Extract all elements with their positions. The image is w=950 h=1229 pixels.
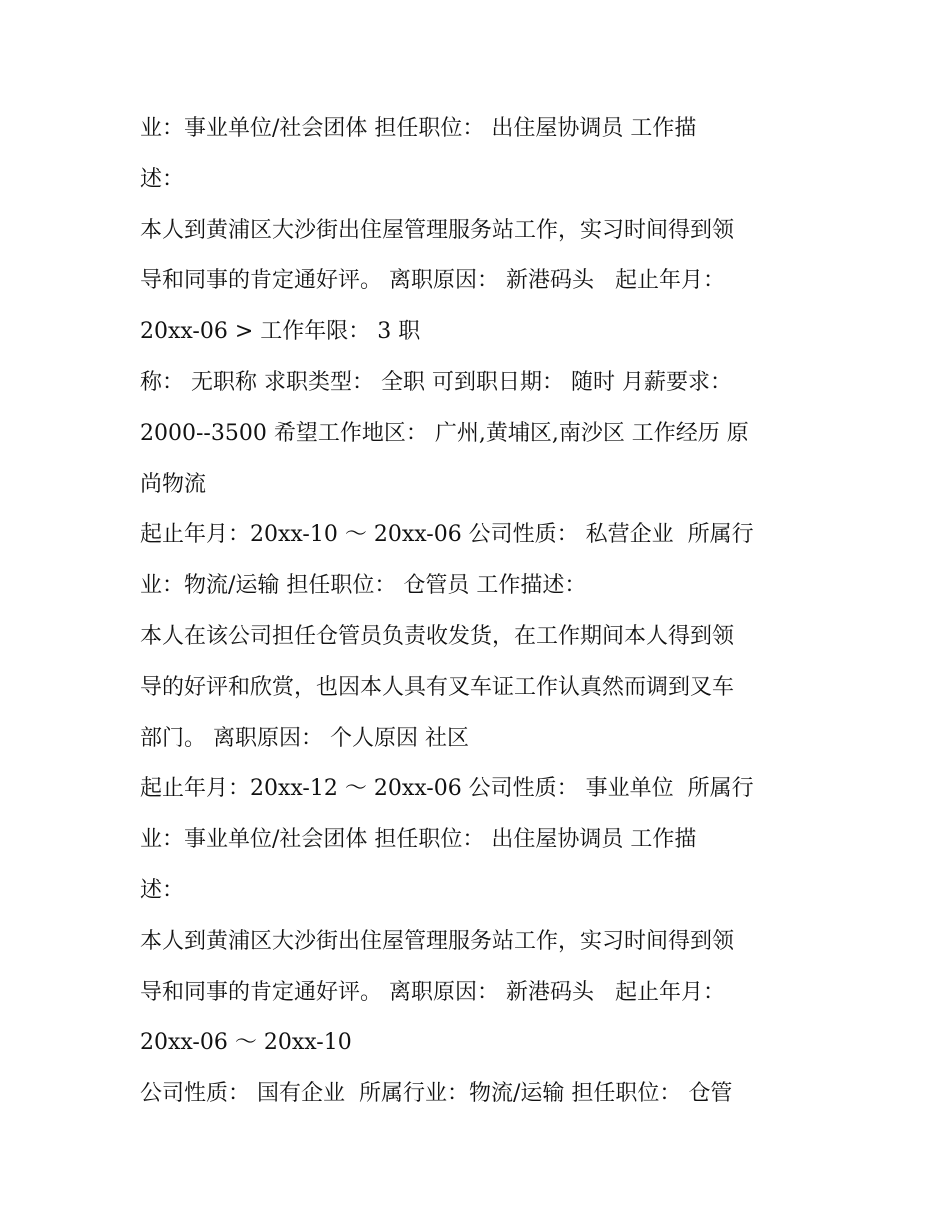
- text-line: 述：: [140, 166, 185, 192]
- text-line: 导和同事的肯定通好评。 离职原因： 新港码头 起止年月：: [140, 979, 725, 1005]
- text-line: 20xx-06 ～ 20xx-10: [140, 1030, 352, 1056]
- text-line: 20xx-06 > 工作年限： 3 职: [140, 319, 421, 345]
- text-line: 部门。 离职原因： 个人原因 社区: [140, 725, 469, 751]
- text-line: 本人在该公司担任仓管员负责收发货，在工作期间本人得到领: [140, 623, 735, 649]
- text-line: 2000--3500 希望工作地区： 广州,黄埔区,南沙区 工作经历 原: [140, 420, 749, 446]
- text-line: 导的好评和欣赏，也因本人具有叉车证工作认真然而调到叉车: [140, 674, 735, 700]
- text-line: 本人到黄浦区大沙街出住屋管理服务站工作，实习时间得到领: [140, 217, 735, 243]
- text-line: 述：: [140, 877, 185, 903]
- document-body: [140, 104, 830, 1120]
- text-line: 业：事业单位/社会团体 担任职位： 出住屋协调员 工作描: [140, 116, 697, 141]
- text-line: 称： 无职称 求职类型： 全职 可到职日期： 随时 月薪要求：: [140, 369, 732, 395]
- text-line: 业：事业单位/社会团体 担任职位： 出住屋协调员 工作描: [140, 827, 697, 853]
- text-line: 本人到黄浦区大沙街出住屋管理服务站工作，实习时间得到领: [140, 928, 735, 954]
- text-line: 导和同事的肯定通好评。 离职原因： 新港码头 起止年月：: [140, 268, 725, 294]
- text-line: 尚物流: [140, 471, 207, 497]
- text-line: 业：物流/运输 担任职位： 仓管员 工作描述：: [140, 573, 587, 599]
- text-line: 起止年月：20xx-12 ～ 20xx-06 公司性质： 事业单位 所属行: [140, 776, 754, 802]
- text-line: 公司性质： 国有企业 所属行业：物流/运输 担任职位： 仓管: [140, 1081, 733, 1107]
- text-line: 起止年月：20xx-10 ～ 20xx-06 公司性质： 私营企业 所属行: [140, 522, 754, 548]
